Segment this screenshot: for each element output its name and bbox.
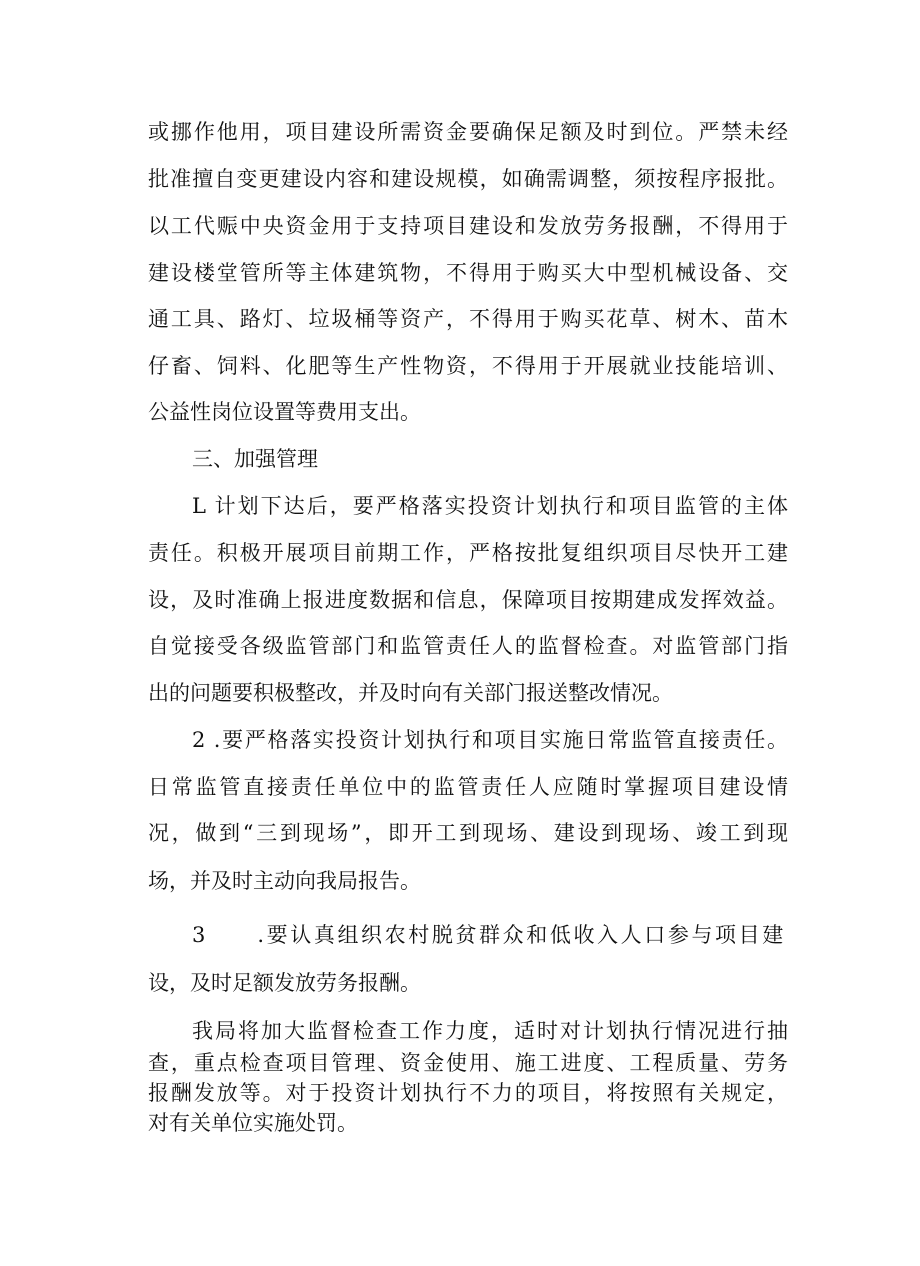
para1-line-5: 通工具、路灯、垃圾桶等资产，不得用于购买花草、树木、苗木 (148, 307, 788, 331)
item3-line-2: 设，及时足额发放劳务报酬。 (148, 971, 421, 995)
item3-text: .要认真组织农村脱贫群众和低收入人口参与项目建 (257, 923, 786, 947)
para1-line-7: 公益性岗位设置等费用支出。 (148, 400, 421, 424)
para1-line-4: 建设楼堂管所等主体建筑物，不得用于购买大中型机械设备、交 (148, 261, 788, 285)
item3-number: 3 (192, 923, 206, 947)
item1-line-3: 设，及时准确上报进度数据和信息，保障项目按期建成发挥效益。 (148, 588, 788, 612)
item2-line-3: 况，做到“三到现场”，即开工到现场、建设到现场、竣工到现 (148, 821, 788, 845)
final-para-line-4: 对有关单位实施处罚。 (148, 1111, 358, 1135)
item1-line-1: L 计划下达后，要严格落实投资计划执行和项目监管的主体 (192, 494, 788, 518)
final-para-line-1: 我局将加大监督检查工作力度，适时对计划执行情况进行抽 (192, 1019, 788, 1043)
item1-line-2: 责任。积极开展项目前期工作，严格按批复组织项目尽快开工建 (148, 541, 788, 565)
item2-line-2: 日常监管直接责任单位中的监管责任人应随时掌握项目建设情 (148, 775, 788, 799)
item1-line-5: 出的问题要积极整改，并及时向有关部门报送整改情况。 (148, 681, 673, 705)
item2-line-1: 2 .要严格落实投资计划执行和项目实施日常监管直接责任。 (192, 728, 788, 752)
para1-line-2: 批准擅自变更建设内容和建设规模，如确需调整，须按程序报批。 (148, 167, 788, 191)
final-para-line-2: 查，重点检查项目管理、资金使用、施工进度、工程质量、劳务 (148, 1051, 788, 1075)
item1-line-4: 自觉接受各级监管部门和监管责任人的监督检查。对监管部门指 (148, 634, 788, 658)
para1-line-3: 以工代赈中央资金用于支持项目建设和发放劳务报酬，不得用于 (148, 214, 788, 238)
final-para-line-3: 报酬发放等。对于投资计划执行不力的项目，将按照有关规定， (148, 1081, 788, 1105)
para1-line-1: 或挪作他用，项目建设所需资金要确保足额及时到位。严禁未经 (148, 120, 788, 144)
item2-line-4: 场，并及时主动向我局报告。 (148, 869, 421, 893)
section-heading: 三、加强管理 (192, 447, 318, 471)
para1-line-6: 仔畜、饲料、化肥等生产性物资，不得用于开展就业技能培训、 (148, 354, 788, 378)
item3-line-1 (192, 920, 786, 950)
